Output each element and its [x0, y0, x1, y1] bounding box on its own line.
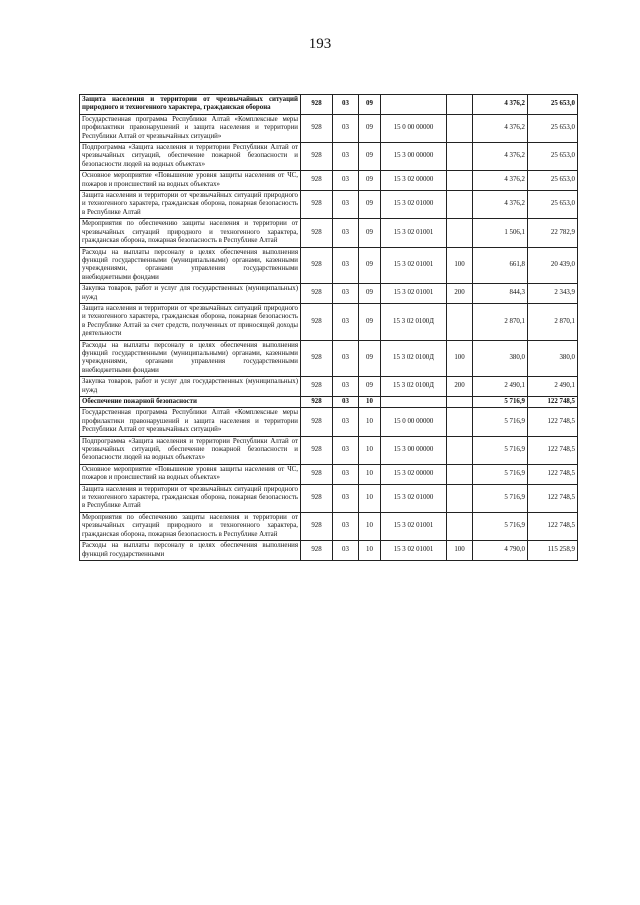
table-row: [80, 408, 578, 436]
cell-name: Расходы на выплаты персоналу в целях обеспечения выполнения функций государственными: [80, 541, 301, 561]
cell-name: Закупка товаров, работ и услуг для государственных (муниципальных) нужд: [80, 377, 301, 397]
cell-amount-2: 122 748,5: [528, 397, 578, 408]
cell-expense-type: [447, 114, 473, 142]
cell-amount-1: 5 716,9: [473, 512, 528, 540]
cell-amount-1: 5 716,9: [473, 484, 528, 512]
cell-target-article: 15 3 02 00000: [381, 171, 447, 191]
cell-amount-2: 122 748,5: [528, 436, 578, 464]
table-row: [80, 484, 578, 512]
cell-subsection: 09: [359, 284, 381, 304]
cell-section: 03: [333, 143, 359, 171]
table-row: [80, 247, 578, 284]
table-row: [80, 464, 578, 484]
cell-grbs: 928: [301, 171, 333, 191]
cell-section: 03: [333, 171, 359, 191]
cell-grbs: 928: [301, 95, 333, 115]
table-row: [80, 377, 578, 397]
cell-subsection: 10: [359, 512, 381, 540]
cell-target-article: 15 3 02 01001: [381, 219, 447, 247]
cell-section: 03: [333, 436, 359, 464]
cell-amount-1: 4 376,2: [473, 171, 528, 191]
cell-expense-type: [447, 303, 473, 340]
cell-section: 03: [333, 464, 359, 484]
cell-section: 03: [333, 284, 359, 304]
cell-amount-1: 4 376,2: [473, 191, 528, 219]
cell-name: Защита населения и территории от чрезвычайных ситуаций природного и техногенного характера, гражданская оборона: [80, 95, 301, 115]
cell-section: 03: [333, 247, 359, 284]
cell-amount-2: 2 870,1: [528, 303, 578, 340]
table-row: [80, 512, 578, 540]
cell-grbs: 928: [301, 284, 333, 304]
cell-grbs: 928: [301, 219, 333, 247]
table-row: [80, 436, 578, 464]
cell-expense-type: 100: [447, 541, 473, 561]
cell-amount-1: 380,0: [473, 340, 528, 377]
cell-section: 03: [333, 114, 359, 142]
cell-grbs: 928: [301, 340, 333, 377]
cell-amount-1: 5 716,9: [473, 397, 528, 408]
cell-target-article: 15 3 02 00000: [381, 464, 447, 484]
cell-section: 03: [333, 397, 359, 408]
cell-target-article: 15 3 02 01001: [381, 512, 447, 540]
cell-expense-type: [447, 436, 473, 464]
cell-subsection: 09: [359, 114, 381, 142]
cell-amount-1: 2 870,1: [473, 303, 528, 340]
table-row: [80, 541, 578, 561]
cell-section: 03: [333, 219, 359, 247]
cell-target-article: 15 3 02 01001: [381, 284, 447, 304]
cell-target-article: 15 0 00 00000: [381, 408, 447, 436]
cell-grbs: 928: [301, 397, 333, 408]
cell-expense-type: [447, 512, 473, 540]
table-row: [80, 340, 578, 377]
cell-amount-2: 122 748,5: [528, 484, 578, 512]
cell-amount-2: 25 653,0: [528, 171, 578, 191]
cell-target-article: 15 3 02 01001: [381, 541, 447, 561]
cell-subsection: 10: [359, 397, 381, 408]
cell-amount-1: 4 790,0: [473, 541, 528, 561]
table-row: [80, 219, 578, 247]
cell-subsection: 09: [359, 191, 381, 219]
cell-target-article: 15 0 00 00000: [381, 114, 447, 142]
cell-grbs: 928: [301, 484, 333, 512]
cell-amount-2: 122 748,5: [528, 464, 578, 484]
cell-section: 03: [333, 95, 359, 115]
cell-target-article: 15 3 02 0100Д: [381, 340, 447, 377]
cell-grbs: 928: [301, 377, 333, 397]
cell-amount-2: 122 748,5: [528, 408, 578, 436]
cell-amount-2: 20 439,0: [528, 247, 578, 284]
cell-section: 03: [333, 541, 359, 561]
cell-subsection: 10: [359, 464, 381, 484]
cell-name: Государственная программа Республики Алтай «Комплексные меры профилактики правонарушений и защита населения и территории Республики Алтай от чрезвычайных ситуаций»: [80, 408, 301, 436]
cell-expense-type: [447, 408, 473, 436]
table-row: [80, 191, 578, 219]
cell-grbs: 928: [301, 512, 333, 540]
table-row: [80, 303, 578, 340]
cell-amount-1: 5 716,9: [473, 464, 528, 484]
cell-name: Основное мероприятие «Повышение уровня защиты населения от ЧС, пожаров и происшествий на водных объектах»: [80, 464, 301, 484]
cell-target-article: 15 3 02 01000: [381, 191, 447, 219]
cell-amount-2: 25 653,0: [528, 143, 578, 171]
cell-subsection: 09: [359, 303, 381, 340]
table-row: [80, 284, 578, 304]
cell-subsection: 09: [359, 340, 381, 377]
cell-name: Мероприятия по обеспечению защиты населения и территории от чрезвычайных ситуаций природного и техногенного характера, гражданская оборона, пожарная безопасность в Республике Алтай: [80, 512, 301, 540]
cell-target-article: 15 3 02 0100Д: [381, 377, 447, 397]
cell-amount-2: 2 343,9: [528, 284, 578, 304]
page-number: 193: [308, 36, 332, 52]
cell-target-article: 15 3 00 00000: [381, 143, 447, 171]
cell-grbs: 928: [301, 303, 333, 340]
budget-table: [79, 94, 578, 561]
cell-subsection: 09: [359, 143, 381, 171]
cell-section: 03: [333, 377, 359, 397]
cell-grbs: 928: [301, 114, 333, 142]
cell-subsection: 09: [359, 171, 381, 191]
cell-name: Государственная программа Республики Алтай «Комплексные меры профилактики правонарушений и защита населения и территории Республики Алтай от чрезвычайных ситуаций»: [80, 114, 301, 142]
cell-expense-type: [447, 484, 473, 512]
table-row: [80, 397, 578, 408]
cell-expense-type: [447, 191, 473, 219]
cell-subsection: 10: [359, 436, 381, 464]
cell-section: 03: [333, 484, 359, 512]
cell-amount-1: 4 376,2: [473, 114, 528, 142]
cell-expense-type: [447, 464, 473, 484]
cell-target-article: 15 3 00 00000: [381, 436, 447, 464]
cell-amount-1: 5 716,9: [473, 436, 528, 464]
cell-subsection: 09: [359, 95, 381, 115]
cell-grbs: 928: [301, 143, 333, 171]
cell-amount-1: 1 506,1: [473, 219, 528, 247]
cell-name: Защита населения и территории от чрезвычайных ситуаций природного и техногенного характера, гражданская оборона, пожарная безопасность в Республике Алтай за счет средств, полученных от приносящей доходы деятельности: [80, 303, 301, 340]
cell-name: Основное мероприятие «Повышение уровня защиты населения от ЧС, пожаров и происшествий на водных объектах»: [80, 171, 301, 191]
cell-subsection: 09: [359, 219, 381, 247]
cell-amount-2: 25 653,0: [528, 114, 578, 142]
cell-amount-2: 115 258,9: [528, 541, 578, 561]
cell-grbs: 928: [301, 436, 333, 464]
cell-target-article: [381, 95, 447, 115]
cell-expense-type: [447, 171, 473, 191]
cell-name: Закупка товаров, работ и услуг для государственных (муниципальных) нужд: [80, 284, 301, 304]
cell-target-article: 15 3 02 01001: [381, 247, 447, 284]
cell-amount-1: 5 716,9: [473, 408, 528, 436]
cell-expense-type: [447, 143, 473, 171]
cell-amount-1: 661,8: [473, 247, 528, 284]
table-row: [80, 114, 578, 142]
cell-section: 03: [333, 191, 359, 219]
cell-amount-2: 380,0: [528, 340, 578, 377]
cell-subsection: 10: [359, 484, 381, 512]
cell-name: Подпрограмма «Защита населения и территории Республики Алтай от чрезвычайных ситуаций, обеспечение пожарной безопасности и безопасности людей на водных объектах»: [80, 436, 301, 464]
cell-subsection: 10: [359, 408, 381, 436]
cell-amount-2: 25 653,0: [528, 191, 578, 219]
cell-subsection: 09: [359, 247, 381, 284]
cell-expense-type: 200: [447, 284, 473, 304]
table-row: [80, 171, 578, 191]
cell-expense-type: [447, 219, 473, 247]
cell-name: Защита населения и территории от чрезвычайных ситуаций природного и техногенного характера, гражданская оборона, пожарная безопасность в Республике Алтай: [80, 484, 301, 512]
cell-name: Подпрограмма «Защита населения и территории Республики Алтай от чрезвычайных ситуаций, обеспечение пожарной безопасности и безопасности людей на водных объектах»: [80, 143, 301, 171]
cell-amount-2: 25 653,0: [528, 95, 578, 115]
cell-amount-2: 22 782,9: [528, 219, 578, 247]
cell-grbs: 928: [301, 541, 333, 561]
cell-name: Защита населения и территории от чрезвычайных ситуаций природного и техногенного характера, гражданская оборона, пожарная безопасность в Республике Алтай: [80, 191, 301, 219]
cell-section: 03: [333, 303, 359, 340]
table-row: [80, 95, 578, 115]
cell-target-article: [381, 397, 447, 408]
cell-expense-type: [447, 397, 473, 408]
cell-name: Расходы на выплаты персоналу в целях обеспечения выполнения функций государственными (муниципальными) органами, казенными учреждениями, органами управления государственными внебюджетными фондами: [80, 340, 301, 377]
cell-amount-2: 2 490,1: [528, 377, 578, 397]
cell-expense-type: 100: [447, 340, 473, 377]
cell-name: Обеспечение пожарной безопасности: [80, 397, 301, 408]
cell-grbs: 928: [301, 191, 333, 219]
cell-amount-1: 4 376,2: [473, 143, 528, 171]
cell-grbs: 928: [301, 464, 333, 484]
cell-name: Мероприятия по обеспечению защиты населения и территории от чрезвычайных ситуаций природного и техногенного характера, гражданская оборона, пожарная безопасность в Республике Алтай: [80, 219, 301, 247]
cell-subsection: 10: [359, 541, 381, 561]
cell-section: 03: [333, 408, 359, 436]
cell-amount-2: 122 748,5: [528, 512, 578, 540]
cell-amount-1: 2 490,1: [473, 377, 528, 397]
cell-subsection: 09: [359, 377, 381, 397]
cell-target-article: 15 3 02 01000: [381, 484, 447, 512]
cell-name: Расходы на выплаты персоналу в целях обеспечения выполнения функций государственными (муниципальными) органами, казенными учреждениями, органами управления государственными внебюджетными фондами: [80, 247, 301, 284]
cell-grbs: 928: [301, 247, 333, 284]
cell-expense-type: 100: [447, 247, 473, 284]
cell-amount-1: 4 376,2: [473, 95, 528, 115]
table-row: [80, 143, 578, 171]
cell-grbs: 928: [301, 408, 333, 436]
cell-amount-1: 844,3: [473, 284, 528, 304]
table-body: [80, 95, 578, 561]
cell-expense-type: [447, 95, 473, 115]
cell-target-article: 15 3 02 0100Д: [381, 303, 447, 340]
cell-expense-type: 200: [447, 377, 473, 397]
cell-section: 03: [333, 512, 359, 540]
cell-section: 03: [333, 340, 359, 377]
